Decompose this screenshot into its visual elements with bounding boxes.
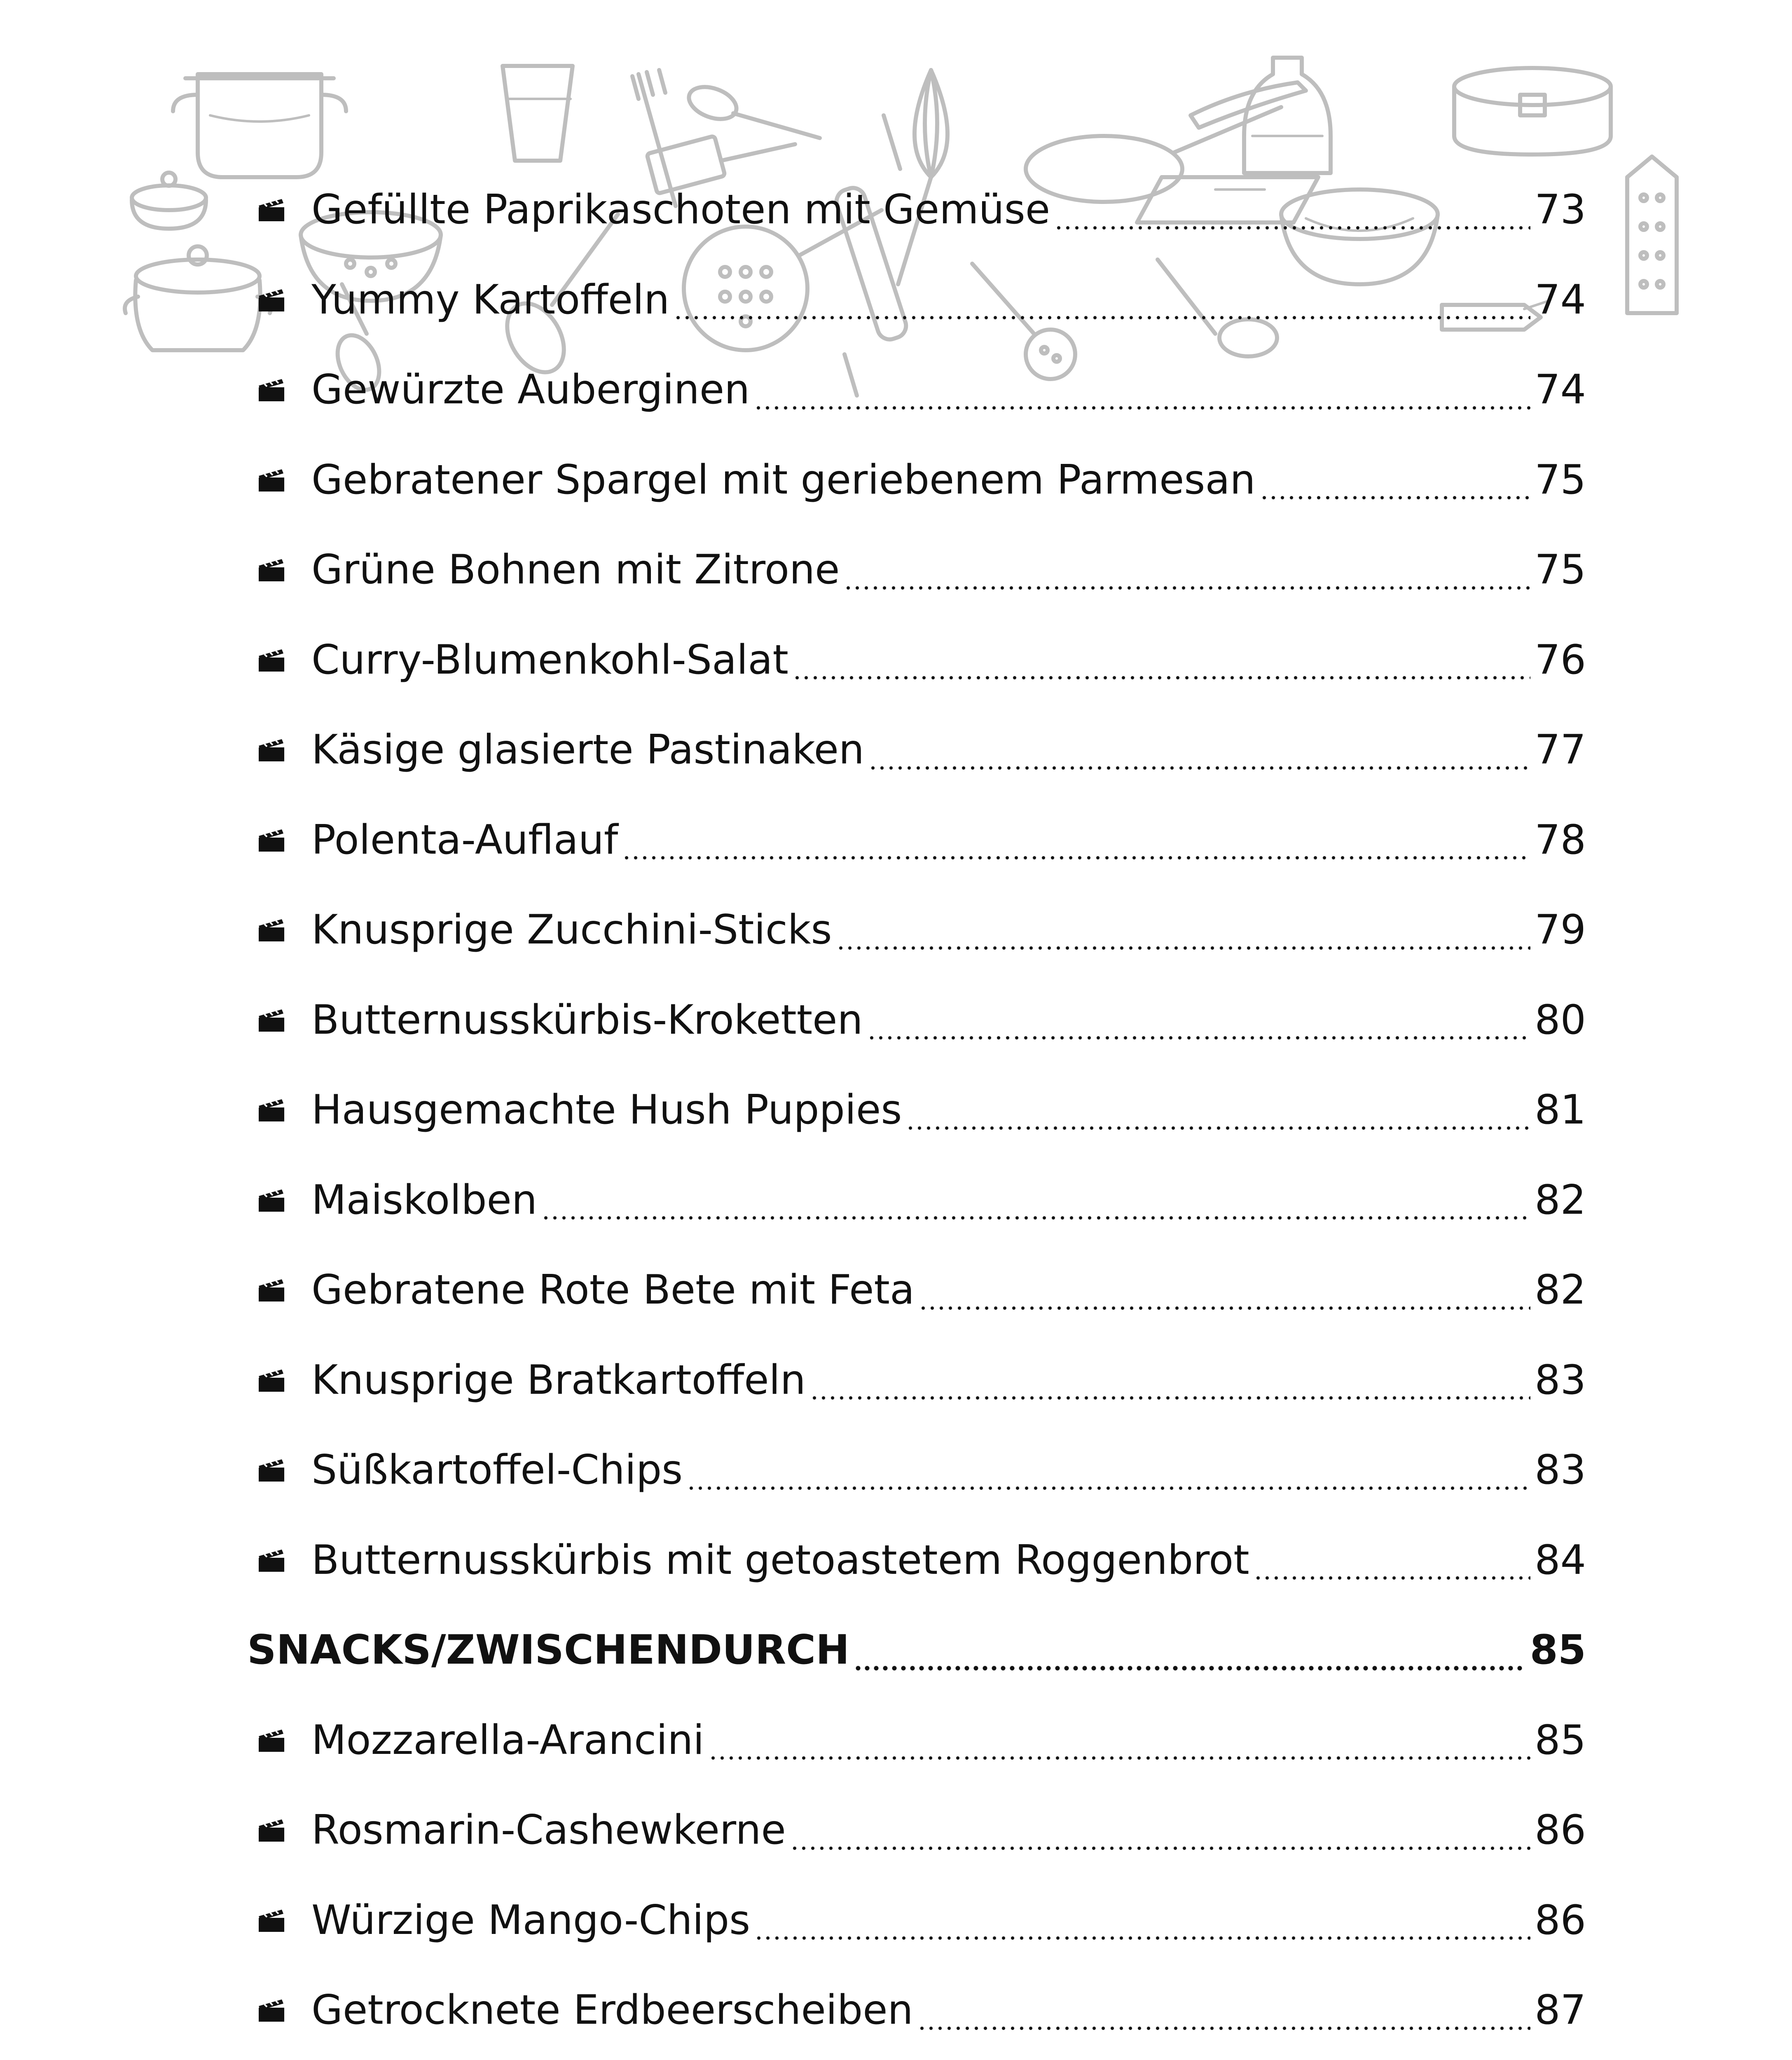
page-number: 75 bbox=[1535, 546, 1586, 594]
entry-title: Gebratener Spargel mit geriebenem Parmesan bbox=[311, 456, 1256, 503]
toc-entry[interactable] bbox=[247, 1965, 1586, 2055]
baking-tin-icon bbox=[1454, 68, 1611, 154]
entry-title: Grüne Bohnen mit Zitrone bbox=[311, 546, 840, 594]
page-number: 79 bbox=[1535, 906, 1586, 954]
page-number: 82 bbox=[1535, 1176, 1586, 1224]
page-number: 85 bbox=[1530, 1627, 1586, 1674]
clapperboard-icon bbox=[257, 1998, 286, 2023]
clapperboard-icon bbox=[257, 737, 286, 762]
toc-entry[interactable] bbox=[247, 975, 1586, 1065]
page-number: 76 bbox=[1535, 636, 1586, 684]
entry-title: Getrocknete Erdbeerscheiben bbox=[311, 1987, 913, 2034]
clapperboard-icon bbox=[257, 197, 286, 222]
entry-title: Mozzarella-Arancini bbox=[311, 1716, 704, 1764]
dot-leader bbox=[1254, 1575, 1531, 1580]
dot-leader bbox=[790, 1846, 1530, 1851]
entry-title: Butternusskürbis-Kroketten bbox=[311, 996, 863, 1044]
page-number: 86 bbox=[1535, 1896, 1586, 1944]
sugar-bowl-icon bbox=[132, 173, 206, 229]
toc-entry[interactable] bbox=[247, 435, 1586, 525]
page-number: 74 bbox=[1535, 366, 1586, 414]
clapperboard-icon bbox=[257, 288, 286, 312]
entry-title: Knusprige Bratkartoffeln bbox=[311, 1356, 806, 1404]
entry-title: Butternusskürbis mit getoastetem Roggenbrot bbox=[311, 1536, 1249, 1584]
clapperboard-icon bbox=[257, 1278, 286, 1302]
entry-title: Gefüllte Paprikaschoten mit Gemüse bbox=[311, 186, 1050, 234]
page-number: 80 bbox=[1535, 996, 1586, 1044]
clapperboard-icon bbox=[257, 1458, 286, 1482]
toc-entry[interactable] bbox=[247, 1785, 1586, 1875]
spoon-icon bbox=[685, 81, 820, 138]
toc-entry[interactable] bbox=[247, 165, 1586, 255]
clapperboard-icon bbox=[257, 1548, 286, 1573]
toc-entry[interactable] bbox=[247, 1245, 1586, 1335]
dot-leader bbox=[867, 1035, 1531, 1040]
entry-title: Polenta-Auflauf bbox=[311, 816, 618, 864]
page-number: 83 bbox=[1535, 1447, 1586, 1494]
entry-title: Rosmarin-Cashewkerne bbox=[311, 1807, 786, 1854]
dot-leader bbox=[1054, 225, 1530, 230]
page-number: 86 bbox=[1535, 1807, 1586, 1854]
dot-leader bbox=[1260, 495, 1531, 500]
clapperboard-icon bbox=[257, 828, 286, 852]
entry-title: Würzige Mango-Chips bbox=[311, 1896, 751, 1944]
dot-leader bbox=[917, 2026, 1531, 2031]
page-number: 78 bbox=[1535, 816, 1586, 864]
clapperboard-icon bbox=[257, 918, 286, 942]
entry-title: Süßkartoffel-Chips bbox=[311, 1447, 683, 1494]
dot-leader bbox=[687, 1486, 1530, 1491]
dot-leader bbox=[622, 855, 1530, 860]
toc-entry[interactable] bbox=[247, 1425, 1586, 1515]
page-number: 75 bbox=[1535, 456, 1586, 503]
clapperboard-icon bbox=[257, 1098, 286, 1122]
clapperboard-icon bbox=[257, 557, 286, 582]
entry-title: Knusprige Zucchini-Sticks bbox=[311, 906, 832, 954]
cheese-grater-icon bbox=[1627, 157, 1677, 313]
dot-leader bbox=[810, 1395, 1530, 1400]
toc-entry[interactable] bbox=[247, 345, 1586, 435]
dot-leader bbox=[709, 1756, 1531, 1760]
clapperboard-icon bbox=[257, 1008, 286, 1032]
clapperboard-icon bbox=[257, 648, 286, 672]
entry-title: Käsige glasierte Pastinaken bbox=[311, 726, 865, 774]
dot-leader bbox=[906, 1126, 1530, 1131]
dot-leader bbox=[754, 1936, 1530, 1941]
toc-entry[interactable] bbox=[247, 1065, 1586, 1155]
drinking-glass-icon bbox=[503, 66, 573, 161]
toc-entry[interactable] bbox=[247, 1515, 1586, 1606]
dot-leader bbox=[836, 946, 1531, 950]
page-number: 81 bbox=[1535, 1086, 1586, 1134]
page-number: 73 bbox=[1535, 186, 1586, 234]
toc-entry[interactable] bbox=[247, 1875, 1586, 1966]
toc-entry[interactable] bbox=[247, 525, 1586, 615]
table-of-contents bbox=[247, 165, 1586, 2060]
toc-entry[interactable] bbox=[247, 2055, 1586, 2060]
clapperboard-icon bbox=[257, 1908, 286, 1933]
clapperboard-icon bbox=[257, 1188, 286, 1213]
page-number: 83 bbox=[1535, 1356, 1586, 1404]
toc-entry[interactable] bbox=[247, 1695, 1586, 1786]
clapperboard-icon bbox=[257, 468, 286, 492]
entry-title: Maiskolben bbox=[311, 1176, 537, 1224]
page-number: 85 bbox=[1535, 1716, 1586, 1764]
entry-title: Yummy Kartoffeln bbox=[311, 276, 670, 323]
toc-entry[interactable] bbox=[247, 255, 1586, 345]
entry-title: Gebratene Rote Bete mit Feta bbox=[311, 1266, 915, 1314]
page-number: 74 bbox=[1535, 276, 1586, 323]
dot-leader bbox=[541, 1215, 1530, 1220]
toc-section-heading[interactable] bbox=[247, 1605, 1586, 1695]
toc-entry[interactable] bbox=[247, 795, 1586, 885]
toc-entry[interactable] bbox=[247, 1335, 1586, 1426]
entry-title: Hausgemachte Hush Puppies bbox=[311, 1086, 902, 1134]
entry-title: Curry-Blumenkohl-Salat bbox=[311, 636, 788, 684]
dot-leader bbox=[854, 1666, 1526, 1671]
toc-entry[interactable] bbox=[247, 615, 1586, 705]
page-number: 87 bbox=[1535, 1987, 1586, 2034]
clapperboard-icon bbox=[257, 377, 286, 402]
toc-entry[interactable] bbox=[247, 705, 1586, 795]
cooking-pot-icon bbox=[173, 74, 346, 177]
dot-leader bbox=[868, 765, 1530, 770]
clapperboard-icon bbox=[257, 1818, 286, 1842]
section-title: SNACKS/ZWISCHENDURCH bbox=[247, 1627, 850, 1674]
entry-title: Gewürzte Auberginen bbox=[311, 366, 750, 414]
dot-leader bbox=[754, 405, 1530, 410]
clapperboard-icon bbox=[257, 1368, 286, 1393]
clapperboard-icon bbox=[257, 1728, 286, 1753]
page-number: 77 bbox=[1535, 726, 1586, 774]
dot-leader bbox=[793, 675, 1530, 680]
dot-leader bbox=[919, 1306, 1530, 1311]
dot-leader bbox=[674, 315, 1530, 320]
page-number: 84 bbox=[1535, 1536, 1586, 1584]
toc-entry[interactable] bbox=[247, 1155, 1586, 1245]
page-number: 82 bbox=[1535, 1266, 1586, 1314]
dot-leader bbox=[844, 585, 1530, 590]
toc-entry[interactable] bbox=[247, 885, 1586, 975]
